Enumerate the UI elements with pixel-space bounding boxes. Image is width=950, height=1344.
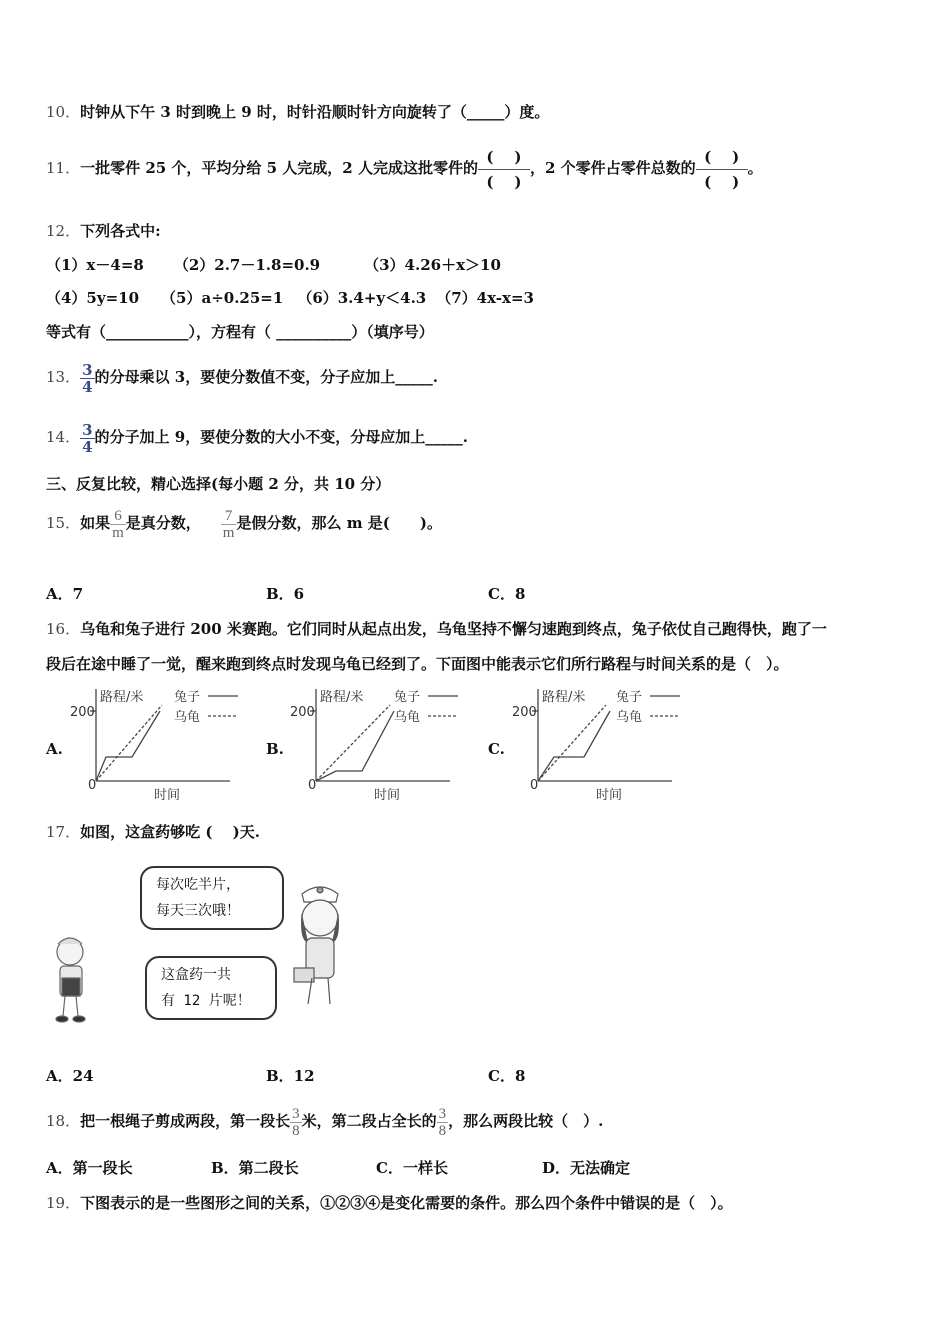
y-tick-label: 200 — [512, 705, 537, 720]
legend-rabbit: 兔子 — [394, 690, 421, 705]
question-15: 15．如果 $\frac{6}{m}$ 是真分数， $\frac{7}{m}$ 是假分数，那么 m 是( )。 — [46, 507, 442, 541]
y-axis-label: 路程/米 — [320, 690, 364, 705]
question-text: 的分母乘以 3，要使分数值不变，分子应加上_____. — [94, 368, 438, 386]
option-c[interactable]: C．8 — [488, 585, 526, 603]
x-axis-label: 时间 — [374, 788, 401, 803]
x-axis-label: 时间 — [154, 788, 181, 803]
answer-blank-fraction[interactable]: $\frac{( )}{( )}$ — [696, 148, 748, 191]
question-number: 19． — [46, 1194, 81, 1212]
girl-illustration-icon — [48, 930, 98, 1030]
question-10 — [46, 102, 549, 122]
option-d[interactable]: D．无法确定 — [542, 1159, 631, 1177]
question-text: 的分子加上 9，要使分数的大小不变，分母应加上_____. — [94, 428, 468, 446]
legend-turtle: 乌龟 — [174, 710, 201, 725]
question-text: 一批零件 25 个，平均分给 5 人完成，2 人完成这批零件的 — [80, 159, 478, 177]
question-number: 11． — [46, 159, 81, 177]
equation-5: （5）a÷0.25=1 — [161, 289, 284, 307]
option-c[interactable]: C．8 — [488, 1067, 526, 1085]
equation-7: （7）4x-x=3 — [436, 289, 534, 307]
equation-6: （6）3.4+y＜4.3 — [297, 289, 427, 307]
option-b[interactable]: B. — [266, 740, 284, 758]
question-12 — [46, 221, 161, 241]
y-axis-label: 路程/米 — [100, 690, 144, 705]
legend-turtle: 乌龟 — [394, 710, 421, 725]
question-17: 17．如图，这盒药够吃 ( )天. — [46, 823, 260, 841]
question-19: 19．下图表示的是一些图形之间的关系，①②③④是变化需要的条件。那么四个条件中错误的是（ ）。 — [46, 1194, 733, 1212]
origin-label: 0 — [88, 778, 97, 793]
y-tick-label: 200 — [70, 705, 95, 720]
section-heading: 三、反复比较，精心选择(每小题 2 分，共 10 分） — [46, 475, 391, 493]
nurse-illustration-icon — [280, 880, 360, 1010]
option-c[interactable]: C. — [488, 740, 505, 758]
question-number: 16． — [46, 620, 81, 638]
question-text: 时钟从下午 3 时到晚上 9 时，时针沿顺时针方向旋转了（_____）度。 — [80, 103, 550, 121]
fraction-3-8: $\frac{3}{8}$ — [438, 1105, 447, 1139]
question-text: 。 — [747, 159, 763, 177]
x-axis-label: 时间 — [596, 788, 623, 803]
question-16-continued: 段后在途中睡了一觉，醒来跑到终点时发现乌龟已经到了。下面图中能表示它们所行路程与时间关系的是（ ）。 — [46, 655, 789, 673]
equation-row-2 — [46, 288, 534, 308]
fraction-3-8: $\frac{3}{8}$ — [292, 1105, 300, 1139]
question-number: 17． — [46, 823, 81, 841]
equation-4: （4）5y=10 — [46, 289, 140, 307]
option-b[interactable]: B．12 — [266, 1067, 315, 1085]
equation-row-1 — [46, 255, 501, 275]
y-axis-label: 路程/米 — [542, 690, 586, 705]
question-number: 10． — [46, 103, 81, 121]
fraction-6-m: $\frac{6}{m}$ — [112, 507, 124, 541]
answer-line[interactable]: 等式有（___________），方程有（ __________）（填序号） — [46, 323, 434, 341]
question-13 — [46, 354, 438, 400]
question-title: 下列各式中: — [80, 222, 161, 240]
legend-rabbit: 兔子 — [616, 690, 643, 705]
rabbit-line — [96, 711, 160, 781]
question-number: 14． — [46, 428, 81, 446]
question-number: 18． — [46, 1112, 81, 1130]
question-number: 15． — [46, 514, 81, 532]
option-b[interactable]: B．第二段长 — [211, 1159, 299, 1177]
fraction-3-4: $\frac{3}{4}$ — [82, 360, 93, 396]
question-11 — [46, 140, 763, 196]
origin-label: 0 — [530, 778, 539, 793]
option-b[interactable]: B．6 — [266, 585, 305, 603]
equation-2: （2）2.7－1.8=0.9 — [173, 256, 321, 274]
question-number: 13． — [46, 368, 81, 386]
question-14 — [46, 414, 468, 460]
origin-label: 0 — [308, 778, 317, 793]
question-text: ，2 个零件占零件总数的 — [529, 159, 696, 177]
speech-bubble-nurse: 每次吃半片， 每天三次哦！ — [140, 866, 284, 930]
equation-1: （1）x－4=8 — [46, 256, 144, 274]
equation-3: （3）4.26＋x＞10 — [364, 256, 501, 274]
option-a[interactable]: A. — [46, 740, 63, 758]
turtle-line — [96, 705, 162, 781]
turtle-line — [316, 705, 390, 781]
question-number: 12． — [46, 222, 81, 240]
question-16: 16．乌龟和兔子进行 200 米赛跑。它们同时从起点出发，乌龟坚持不懈匀速跑到终点，兔子依仗自己跑得快，跑了一 — [46, 620, 827, 638]
option-a[interactable]: A．7 — [46, 585, 84, 603]
option-a[interactable]: A．第一段长 — [46, 1159, 133, 1177]
fraction-3-4: $\frac{3}{4}$ — [82, 420, 93, 456]
option-c[interactable]: C．一样长 — [376, 1159, 448, 1177]
rabbit-line — [316, 711, 394, 781]
answer-blank-fraction[interactable]: $\frac{( )}{( )}$ — [478, 148, 530, 191]
fraction-7-m: $\frac{7}{m}$ — [222, 507, 235, 541]
question-18: 18．把一根绳子剪成两段，第一段长 $\frac{3}{8}$ 米，第二段占全长的 $\frac{3}{8}$ ，那么两段比较（ ）. — [46, 1105, 604, 1139]
rabbit-line — [538, 711, 610, 781]
y-tick-label: 200 — [290, 705, 315, 720]
graph-a[interactable] — [70, 683, 240, 803]
speech-bubble-girl: 这盒药一共 有 12 片呢！ — [145, 956, 277, 1020]
legend-turtle: 乌龟 — [616, 710, 643, 725]
legend-rabbit: 兔子 — [174, 690, 201, 705]
graph-b[interactable] — [290, 683, 460, 803]
graph-c[interactable] — [512, 683, 682, 803]
option-a[interactable]: A．24 — [46, 1067, 94, 1085]
turtle-line — [538, 705, 606, 781]
